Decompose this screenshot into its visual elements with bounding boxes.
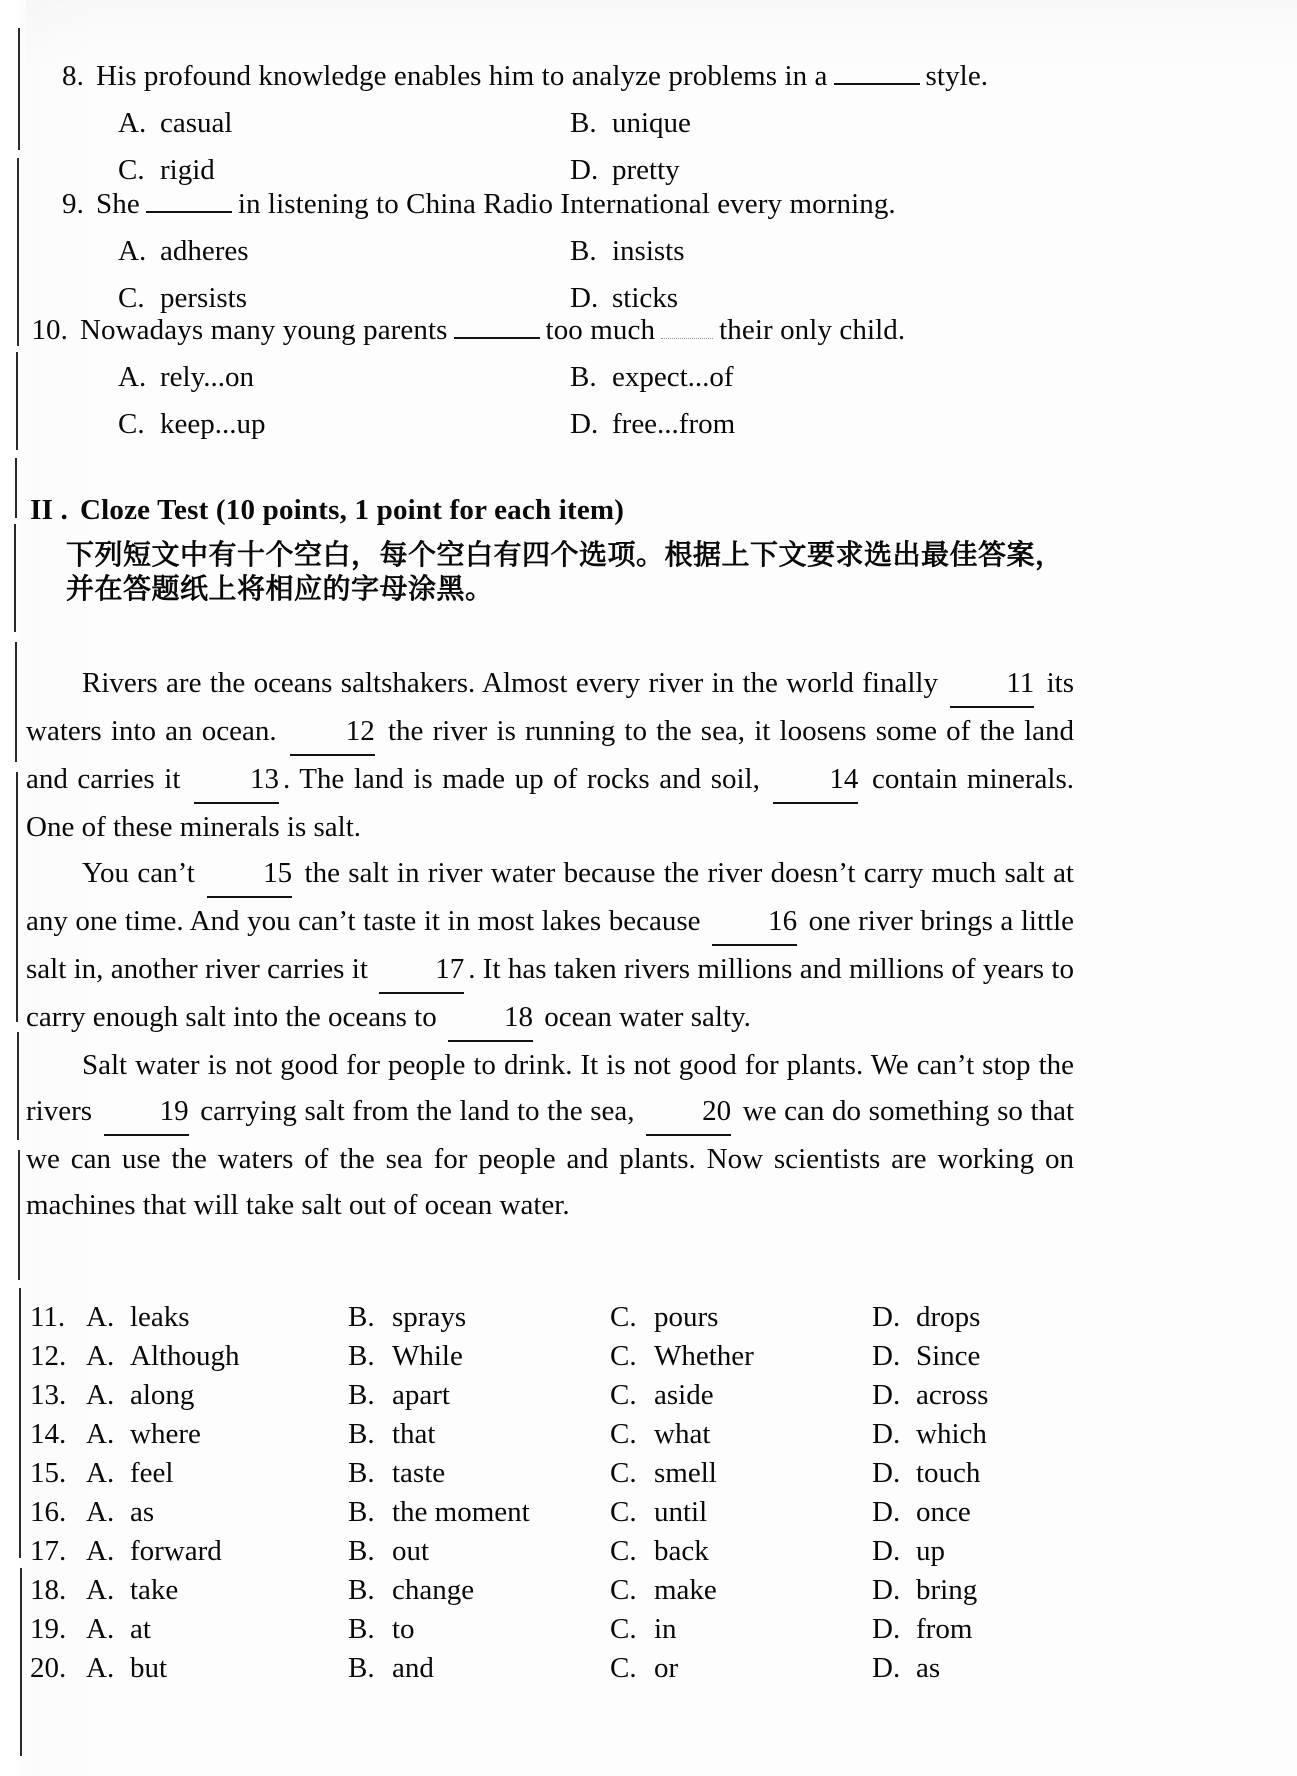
option-label: apart	[392, 1379, 450, 1411]
answer-row-number: 11.	[30, 1301, 66, 1333]
option-a[interactable]	[118, 237, 570, 266]
option-letter: A.	[86, 1301, 115, 1333]
option-label: or	[654, 1652, 679, 1684]
option-letter: B.	[348, 1652, 375, 1684]
option-label: along	[130, 1379, 195, 1411]
cloze-blank-11: 11	[950, 660, 1034, 708]
option-label: where	[130, 1418, 201, 1450]
answer-option-b[interactable]	[348, 1493, 610, 1532]
section-numeral: II .	[30, 494, 68, 526]
answer-option-d[interactable]	[872, 1454, 1134, 1493]
option-label: back	[654, 1535, 709, 1567]
option-letter: C.	[610, 1418, 637, 1450]
answer-option-a[interactable]	[86, 1532, 348, 1571]
question-stem-before: Nowadays many young parents	[80, 314, 448, 346]
option-label: as	[130, 1496, 155, 1528]
option-letter: B.	[348, 1457, 375, 1489]
option-letter: B.	[348, 1379, 375, 1411]
option-label: as	[916, 1652, 941, 1684]
table-row	[30, 1610, 1130, 1649]
option-label: aside	[654, 1379, 714, 1411]
question-8	[36, 62, 1046, 185]
passage-text: Salt water is not good for people to drink. It is not good for plants. We can’t stop the rivers	[26, 1049, 1074, 1127]
option-label: forward	[130, 1535, 222, 1567]
answer-option-b[interactable]	[348, 1649, 610, 1688]
option-label: Since	[916, 1340, 981, 1372]
section-title: Cloze Test (10 points, 1 point for each item)	[80, 494, 625, 526]
option-a[interactable]	[118, 109, 570, 138]
option-letter: A.	[86, 1457, 115, 1489]
option-label: until	[654, 1496, 708, 1528]
passage-text: the salt in river water because the river doesn’t carry much salt at any one time. And you can’t taste it in most lakes because	[26, 857, 1074, 937]
option-b[interactable]	[570, 363, 1022, 392]
option-letter: B.	[348, 1418, 375, 1450]
option-letter: A.	[86, 1574, 115, 1606]
option-letter: C.	[118, 154, 145, 186]
answer-option-a[interactable]	[86, 1493, 348, 1532]
answer-row-number: 16.	[30, 1496, 67, 1528]
option-letter: C.	[610, 1301, 637, 1333]
option-letter: A.	[118, 235, 147, 267]
option-label: feel	[130, 1457, 174, 1489]
option-row	[36, 237, 1046, 266]
option-letter: B.	[348, 1340, 375, 1372]
answer-row-number: 19.	[30, 1613, 67, 1645]
instruction-line-1: 下列短文中有十个空白，每个空白有四个选项。根据上下文要求选出最佳答案，	[66, 538, 1064, 571]
passage-text: the river is running to the sea, it loosens some of the land and carries it	[26, 715, 1075, 795]
question-stem-middle: too much	[545, 314, 656, 346]
answer-option-b[interactable]	[348, 1532, 610, 1571]
passage-text: . The land is made up of rocks and soil,	[282, 763, 760, 795]
option-label: expect...of	[612, 361, 734, 393]
option-label: and	[392, 1652, 434, 1684]
answer-blank	[834, 83, 920, 85]
option-label: pours	[654, 1301, 719, 1333]
option-letter: A.	[118, 361, 147, 393]
cloze-passage	[26, 660, 1074, 1228]
option-label: keep...up	[160, 408, 266, 440]
option-b[interactable]	[570, 237, 1022, 266]
option-label: that	[392, 1418, 436, 1450]
option-letter: A.	[118, 107, 147, 139]
option-label: Although	[130, 1340, 240, 1372]
answer-option-a[interactable]	[86, 1454, 348, 1493]
answer-option-c[interactable]	[610, 1454, 872, 1493]
answer-option-c[interactable]	[610, 1376, 872, 1415]
option-row	[36, 109, 1046, 138]
answer-option-d[interactable]	[872, 1649, 1134, 1688]
answer-option-c[interactable]	[610, 1493, 872, 1532]
option-letter: D.	[872, 1301, 901, 1333]
answer-option-d[interactable]	[872, 1376, 1134, 1415]
cloze-blank-19: 19	[104, 1088, 189, 1136]
passage-text: one river brings a little salt in, another river carries it	[26, 905, 1075, 985]
option-label: change	[392, 1574, 475, 1606]
option-label: casual	[160, 107, 233, 139]
answer-row-number: 15.	[30, 1457, 67, 1489]
answer-option-c[interactable]	[610, 1415, 872, 1454]
option-label: which	[916, 1418, 987, 1450]
answer-option-c[interactable]	[610, 1298, 872, 1337]
answer-row-number: 12.	[30, 1340, 67, 1372]
passage-paragraph-1	[26, 660, 1074, 850]
option-label: the moment	[392, 1496, 530, 1528]
option-letter: C.	[610, 1457, 637, 1489]
option-letter: D.	[872, 1613, 901, 1645]
question-number: 9.	[62, 188, 84, 220]
option-letter: D.	[872, 1574, 901, 1606]
option-letter: A.	[86, 1613, 115, 1645]
option-letter: D.	[872, 1496, 901, 1528]
option-letter: A.	[86, 1496, 115, 1528]
answer-option-b[interactable]	[348, 1337, 610, 1376]
option-letter: A.	[86, 1418, 115, 1450]
option-letter: C.	[610, 1340, 637, 1372]
answer-option-a[interactable]	[86, 1376, 348, 1415]
option-letter: B.	[348, 1574, 375, 1606]
option-letter: B.	[570, 107, 597, 139]
answer-blank	[146, 211, 232, 213]
option-letter: D.	[570, 282, 599, 314]
answer-option-d[interactable]	[872, 1337, 1134, 1376]
cloze-blank-14: 14	[773, 756, 858, 804]
answer-option-a[interactable]	[86, 1337, 348, 1376]
answer-option-d[interactable]	[872, 1571, 1134, 1610]
passage-paragraph-2	[26, 850, 1074, 1042]
option-label: persists	[160, 282, 247, 314]
answer-option-b[interactable]	[348, 1376, 610, 1415]
table-row	[30, 1415, 1130, 1454]
option-c[interactable]	[118, 284, 570, 313]
cloze-blank-20: 20	[646, 1088, 731, 1136]
instruction-line-2: 并在答题纸上将相应的字母涂黑。	[66, 572, 494, 606]
option-label: free...from	[612, 408, 736, 440]
option-letter: D.	[570, 408, 599, 440]
option-label: drops	[916, 1301, 981, 1333]
option-label: While	[392, 1340, 463, 1372]
option-letter: A.	[86, 1379, 115, 1411]
option-letter: D.	[872, 1652, 901, 1684]
option-label: take	[130, 1574, 179, 1606]
option-b[interactable]	[570, 109, 1022, 138]
table-row	[30, 1493, 1130, 1532]
table-row	[30, 1298, 1130, 1337]
question-stem-after: style.	[925, 60, 989, 92]
passage-paragraph-3	[26, 1042, 1074, 1228]
section-heading	[20, 494, 1040, 527]
option-label: touch	[916, 1457, 981, 1489]
option-label: bring	[916, 1574, 978, 1606]
option-letter: C.	[118, 408, 145, 440]
answer-option-b[interactable]	[348, 1298, 610, 1337]
table-row	[30, 1532, 1130, 1571]
question-9	[36, 190, 1046, 313]
option-c[interactable]	[118, 156, 570, 185]
passage-text: its waters into an ocean.	[26, 667, 1074, 747]
option-letter: D.	[570, 154, 599, 186]
option-label: but	[130, 1652, 168, 1684]
cloze-blank-17: 17	[379, 946, 464, 994]
option-label: sprays	[392, 1301, 467, 1333]
option-letter: B.	[570, 361, 597, 393]
option-letter: C.	[610, 1379, 637, 1411]
table-row	[30, 1571, 1130, 1610]
answer-option-b[interactable]	[348, 1610, 610, 1649]
section-instruction	[66, 538, 1106, 606]
option-letter: D.	[872, 1457, 901, 1489]
option-letter: D.	[872, 1418, 901, 1450]
passage-text: You can’t	[82, 857, 195, 889]
option-label: at	[130, 1613, 151, 1645]
option-letter: C.	[610, 1613, 637, 1645]
answer-row-number: 18.	[30, 1574, 67, 1606]
option-label: pretty	[612, 154, 680, 186]
option-label: rely...on	[160, 361, 254, 393]
answer-option-c[interactable]	[610, 1649, 872, 1688]
passage-text: carrying salt from the land to the sea,	[200, 1095, 635, 1127]
table-row	[30, 1376, 1130, 1415]
table-row	[30, 1454, 1130, 1493]
option-letter: C.	[118, 282, 145, 314]
answer-row-number: 20.	[30, 1652, 67, 1684]
option-letter: D.	[872, 1340, 901, 1372]
table-row	[30, 1649, 1130, 1688]
option-letter: D.	[872, 1379, 901, 1411]
option-row	[20, 363, 1050, 392]
answer-option-d[interactable]	[872, 1415, 1134, 1454]
option-d[interactable]	[570, 156, 1022, 185]
answer-option-d[interactable]	[872, 1493, 1134, 1532]
table-row	[30, 1337, 1130, 1376]
option-letter: C.	[610, 1652, 637, 1684]
answer-blank	[454, 337, 540, 339]
option-label: once	[916, 1496, 971, 1528]
option-row	[20, 410, 1050, 439]
option-label: adheres	[160, 235, 249, 267]
answer-option-a[interactable]	[86, 1649, 348, 1688]
answer-option-c[interactable]	[610, 1337, 872, 1376]
answer-option-c[interactable]	[610, 1532, 872, 1571]
answer-option-a[interactable]	[86, 1571, 348, 1610]
cloze-blank-13: 13	[194, 756, 279, 804]
answer-option-c[interactable]	[610, 1610, 872, 1649]
option-label: out	[392, 1535, 430, 1567]
option-label: sticks	[612, 282, 679, 314]
question-stem-after: in listening to China Radio International every morning.	[237, 188, 896, 220]
answer-option-d[interactable]	[872, 1298, 1134, 1337]
passage-text: we can do something so that we can use the waters of the sea for people and plants. Now scientists are working on machines that will take salt out of ocean water.	[26, 1095, 1075, 1221]
option-letter: B.	[570, 235, 597, 267]
passage-text: contain minerals. One of these minerals is salt.	[26, 763, 1074, 843]
option-label: in	[654, 1613, 677, 1645]
question-stem	[36, 190, 1046, 219]
option-letter: D.	[872, 1535, 901, 1567]
option-label: across	[916, 1379, 989, 1411]
question-stem-before: She	[96, 188, 140, 220]
option-label: Whether	[654, 1340, 754, 1372]
answer-option-a[interactable]	[86, 1610, 348, 1649]
option-letter: B.	[348, 1535, 375, 1567]
answer-option-a[interactable]	[86, 1298, 348, 1337]
option-letter: B.	[348, 1496, 375, 1528]
option-a[interactable]	[118, 363, 570, 392]
cloze-blank-18: 18	[448, 994, 533, 1042]
option-label: make	[654, 1574, 717, 1606]
answer-blank-faint	[661, 338, 713, 339]
option-d[interactable]	[570, 410, 1022, 439]
option-c[interactable]	[118, 410, 570, 439]
option-label: insists	[612, 235, 685, 267]
option-letter: A.	[86, 1340, 115, 1372]
passage-text: ocean water salty.	[544, 1001, 751, 1033]
cloze-blank-16: 16	[712, 898, 797, 946]
option-letter: C.	[610, 1535, 637, 1567]
question-number: 8.	[62, 60, 84, 92]
answer-option-a[interactable]	[86, 1415, 348, 1454]
question-stem	[36, 62, 1046, 91]
question-10	[20, 316, 1050, 439]
option-label: taste	[392, 1457, 446, 1489]
option-letter: A.	[86, 1535, 115, 1567]
question-stem-after: their only child.	[719, 314, 906, 346]
option-row	[36, 156, 1046, 185]
option-label: rigid	[160, 154, 215, 186]
passage-text: Rivers are the oceans saltshakers. Almost every river in the world finally	[82, 667, 938, 699]
option-letter: B.	[348, 1613, 375, 1645]
option-label: to	[392, 1613, 415, 1645]
answer-option-d[interactable]	[872, 1532, 1134, 1571]
option-letter: A.	[86, 1652, 115, 1684]
passage-text: . It has taken rivers millions and millions of years to carry enough salt into the oceans to	[26, 953, 1074, 1033]
cloze-answer-options	[30, 1298, 1130, 1688]
option-label: up	[916, 1535, 945, 1567]
cloze-blank-12: 12	[290, 708, 375, 756]
option-letter: C.	[610, 1574, 637, 1606]
answer-option-d[interactable]	[872, 1610, 1134, 1649]
option-label: leaks	[130, 1301, 190, 1333]
option-letter: C.	[610, 1496, 637, 1528]
question-number: 10.	[31, 314, 68, 346]
answer-option-b[interactable]	[348, 1454, 610, 1493]
answer-row-number: 17.	[30, 1535, 67, 1567]
cloze-blank-15: 15	[207, 850, 292, 898]
option-d[interactable]	[570, 284, 1022, 313]
option-row	[36, 284, 1046, 313]
answer-option-b[interactable]	[348, 1415, 610, 1454]
answer-option-c[interactable]	[610, 1571, 872, 1610]
option-label: what	[654, 1418, 711, 1450]
question-stem	[20, 316, 1050, 345]
option-label: from	[916, 1613, 973, 1645]
answer-row-number: 13.	[30, 1379, 67, 1411]
option-label: smell	[654, 1457, 717, 1489]
question-stem-before: His profound knowledge enables him to analyze problems in a	[96, 60, 828, 92]
option-letter: B.	[348, 1301, 375, 1333]
answer-option-b[interactable]	[348, 1571, 610, 1610]
answer-row-number: 14.	[30, 1418, 67, 1450]
option-label: unique	[612, 107, 691, 139]
